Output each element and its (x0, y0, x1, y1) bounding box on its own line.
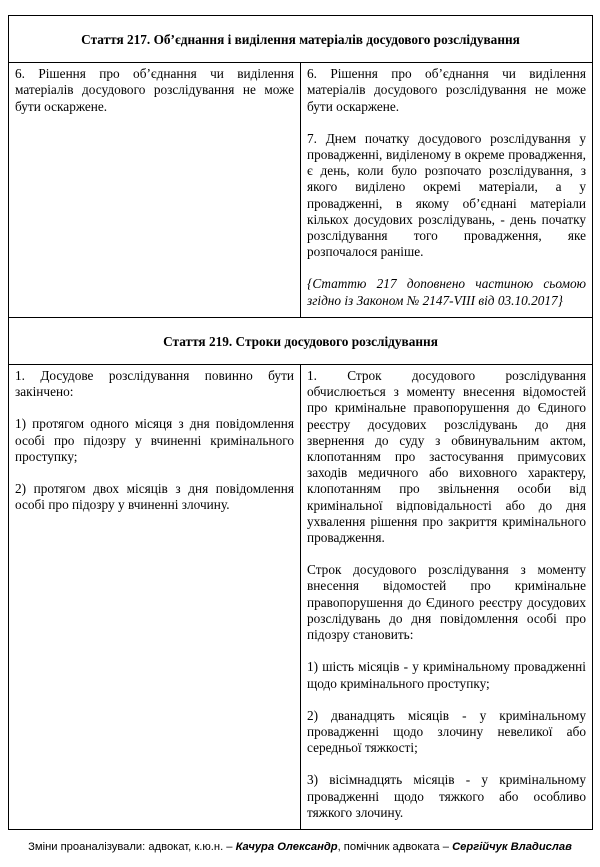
article-217-content-row (9, 63, 593, 318)
article-219-title: Стаття 219. Строки досудового розслідування (9, 317, 593, 364)
paragraph: 7. Днем початку досудового розслідування у провадженні, виділеному в окреме провадження, є день, коли було розпочато розслідування, з якого виділено окремі матеріали, а у провадженні, в якому об’єднані матеріали кількох досудових розслідувань, - день початку розслідування того провадження, яке розпочалося раніше. (307, 130, 586, 260)
paragraph: 2) дванадцять місяців - у кримінальному провадженні щодо злочину невеликої або середньої тяжкості; (307, 707, 586, 756)
article-219-header-row (9, 317, 593, 364)
paragraph: 2) протягом двох місяців з дня повідомлення особі про підозру у вчиненні злочину. (15, 481, 294, 513)
paragraph: 6. Рішення про об’єднання чи виділення матеріалів досудового розслідування не може бути оскаржене. (15, 66, 294, 114)
comparison-table (8, 15, 593, 830)
article-219-old-text (9, 365, 301, 830)
article-217-title: Стаття 217. Об’єднання і виділення матеріалів досудового розслідування (9, 16, 593, 63)
author-1: Качура Олександр (235, 841, 338, 853)
paragraph: 1. Досудове розслідування повинно бути закінчено: (15, 368, 294, 400)
paragraph: 1) шість місяців - у кримінальному провадженні щодо кримінального проступку; (307, 659, 586, 691)
paragraph: 6. Рішення про об’єднання чи виділення матеріалів досудового розслідування не може бути оскаржене. (307, 66, 586, 114)
article-217-new-text (301, 63, 593, 318)
author-2: Сергійчук Владислав (452, 841, 572, 853)
amendment-note: {Статтю 217 доповнено частиною сьомою згідно із Законом № 2147-VIII від 03.10.2017} (307, 276, 586, 308)
paragraph: 1) протягом одного місяця з дня повідомлення особі про підозру у вчиненні кримінального проступку; (15, 416, 294, 464)
paragraph: 3) вісімнадцять місяців - у кримінальному провадженні щодо тяжкого або особливо тяжкого злочину. (307, 772, 586, 820)
article-219-new-text (301, 365, 593, 830)
paragraph: Строк досудового розслідування з моменту внесення відомостей про кримінальне правопорушення до Єдиного реєстру досудових розслідувань до дня повідомлення особі про підозру становить: (307, 562, 586, 643)
paragraph: 1. Строк досудового розслідування обчислюється з моменту внесення відомостей про кримінальне правопорушення до Єдиного реєстру досудових розслідувань до дня звернення до суду з обвинувальним актом, клопотанням про застосування примусових заходів медичного або виховного характеру, клопотанням про звільнення особи від кримінальної відповідальності або до дня ухвалення рішення про закриття кримінального провадження. (307, 368, 586, 546)
article-217-header-row (9, 16, 593, 63)
article-217-old-text (9, 63, 301, 318)
footer-credits (8, 841, 592, 853)
footer-middle: , помічник адвоката – (337, 841, 453, 853)
article-219-content-row (9, 365, 593, 830)
footer-prefix: Зміни проаналізували: адвокат, к.ю.н. – (28, 841, 236, 853)
